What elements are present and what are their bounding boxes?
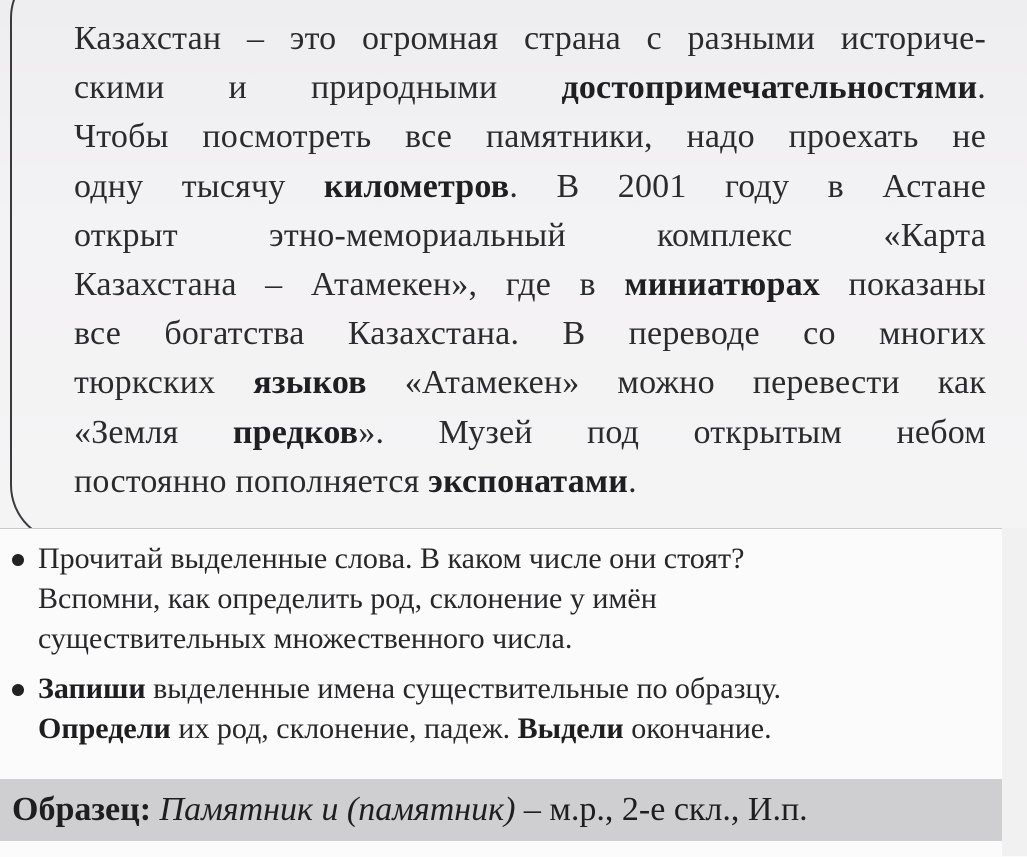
highlighted-word: языков <box>253 364 367 402</box>
text-line <box>74 112 986 161</box>
text-line <box>74 457 986 506</box>
text-line <box>74 162 986 211</box>
text-run: все богатства Казахстана. В переводе со многих <box>74 315 986 353</box>
text-line <box>38 669 781 709</box>
text-run: . В 2001 году в Астане <box>509 167 986 205</box>
highlighted-word: Определи <box>38 712 171 745</box>
text-line <box>74 63 986 112</box>
text-run: существительных множественного числа. <box>38 622 573 655</box>
highlighted-word: экспонатами <box>428 462 629 500</box>
text-line <box>74 358 986 407</box>
text-line <box>38 539 744 579</box>
text-run: Прочитай выделенные слова. В каком числе они стоят? <box>38 542 745 575</box>
sample-example-rest: – м.р., 2-е скл., И.п. <box>515 791 808 828</box>
text-run: Вспомни, как определить род, склонение у имён <box>38 582 657 615</box>
highlighted-word: Выдели <box>517 712 624 745</box>
text-run: Казахстана – Атамекен», где в <box>74 265 625 303</box>
sample-example-italic: Памятник и (памятник) <box>159 791 516 828</box>
text-run: Чтобы посмотреть все памятники, надо проехать не <box>74 118 986 156</box>
sample-label: Образец: <box>12 791 152 828</box>
text-run: их род, склонение, падеж. <box>170 712 518 745</box>
text-run: . <box>628 462 637 500</box>
text-run: окончание. <box>623 712 772 745</box>
bullet-icon <box>12 554 24 566</box>
text-run: . <box>977 69 986 107</box>
highlighted-word: миниатюрах <box>624 265 820 303</box>
highlighted-word: предков <box>232 413 359 451</box>
task-text <box>38 539 744 659</box>
highlighted-word: километров <box>323 167 510 205</box>
page-edge <box>1002 528 1027 856</box>
passage-text <box>74 14 986 506</box>
highlighted-word: достопримечательностями <box>561 69 978 107</box>
text-run: ». Музей под открытым небом <box>358 413 986 451</box>
text-run: показаны <box>820 265 987 303</box>
text-line <box>38 579 744 619</box>
text-run: одну тысячу <box>74 167 324 205</box>
highlighted-word: Запиши <box>38 672 146 705</box>
text-run: постоянно пополняется <box>74 462 429 500</box>
task-text <box>38 669 781 749</box>
text-line <box>74 408 986 457</box>
text-line <box>74 309 986 358</box>
sample-text <box>12 785 808 835</box>
tasks-page <box>0 528 1027 857</box>
text-run: скими и природными <box>74 69 562 107</box>
text-line <box>74 14 986 63</box>
sample-bar <box>0 779 1002 841</box>
text-run: «Атамекен» можно перевести как <box>366 364 986 402</box>
text-line <box>38 619 744 659</box>
text-run: выделенные имена существительные по образцу. <box>145 672 781 705</box>
text-run: открыт этно-мемориальный комплекс «Карта <box>74 216 986 254</box>
text-run: «Земля <box>74 413 233 451</box>
text-run: тюркских <box>74 364 254 402</box>
text-line <box>38 709 781 749</box>
text-line <box>74 260 986 309</box>
text-run: Казахстан – это огромная страна с разными историче- <box>74 20 986 57</box>
bullet-icon <box>12 684 24 696</box>
text-line <box>74 211 986 260</box>
